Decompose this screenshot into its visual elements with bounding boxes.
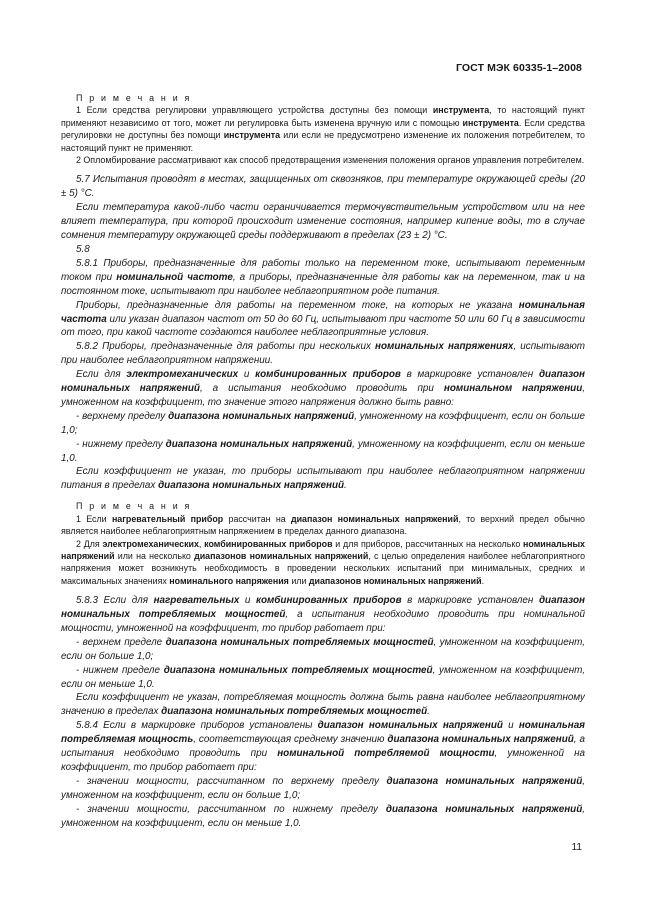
clause-5-7-para: Если температура какой-либо части ограничивается термочувствительным устройством или на нее влияет температура, при которой происходит изменение состояния, например кипение воды, то в случае сомнения температуру окружающей среды поддерживают в пределах (23 ± 2) °С. xyxy=(61,202,585,242)
clause-5-8-1: 5.8.1 Приборы, предназначенные для работы только на переменном токе, испытывают переменным током при номинальной частоте, а приборы, предназначенные для работы как на переменном, так и на постоянном токе, испытывают при наиболее неблагоприятном роде питания. xyxy=(61,257,585,297)
clause-5-8-4: 5.8.4 Если в маркировке приборов установлены диапазон номинальных напряжений и номинальная потребляемая мощность, соответствующая среднему значению диапазона номинальных напряжений, а испытания необходимо проводить при номинальной потребляемой мощности, умноженной на коэффициент, то прибор работает при: xyxy=(61,720,586,773)
clause-5-8-3-coef: Если коэффициент не указан, потребляемая мощность должна быть равна наиболее неблагоприятному значению в пределах диапазона номинальных потребляемых мощностей. xyxy=(61,692,585,718)
note-1: 1 Если нагревательный прибор рассчитан на диапазон номинальных напряжений, то верхний предел обычно является наиболее неблагоприятным напряжением в пределах данного диапазона. xyxy=(61,513,585,537)
list-item: - верхнему пределу диапазона номинальных напряжений, умноженному на коэффициент, если он больше 1,0; xyxy=(61,410,585,436)
list-item: - значении мощности, рассчитанном по нижнему пределу диапазона номинальных напряжений, умноженном на коэффициент, если он меньше 1,0. xyxy=(61,803,585,829)
clause-5-8-2: 5.8.2 Приборы, предназначенные для работы при нескольких номинальных напряжениях, испытывают при наиболее неблагоприятном напряжении. xyxy=(61,341,585,367)
clause-5-8-1-para: Приборы, предназначенные для работы на переменном токе, на которых не указана номинальная частота или указан диапазон частот от 50 до 60 Гц, испытывают при частоте 50 или 60 Гц в зависимости от того, при какой частоте создаются наиболее неблагоприятные условия. xyxy=(61,299,585,339)
clause-5-8-title: 5.8 xyxy=(76,243,90,255)
note-2: 2 Для электромеханических, комбинированных приборов и для приборов, рассчитанных на несколько номинальных напряжений или на несколько диапазонов номинальных напряжений, с целью определения наиболее неблагоприятного напряжения может возникнуть необходимость в проведении нескольких испытаний при минимальных, средних и максимальных значениях номинального напряжения или диапазонов номинальных напряжений. xyxy=(61,538,586,586)
list-item: - значении мощности, рассчитанном по верхнему пределу диапазона номинальных напряжений, умноженном на коэффициент, если он больше 1,0; xyxy=(61,775,585,801)
list-item: - нижнему пределу диапазона номинальных напряжений, умноженному на коэффициент, если он меньше 1,0. xyxy=(61,438,585,464)
clause-5-8-2-para: Если для электромеханических и комбинированных приборов в маркировке установлен диапазон номинальных напряжений, а испытания необходимо проводить при номинальном напряжении, умноженном на коэффициент, то значение этого напряжения должно быть равно: xyxy=(61,369,586,408)
clause-5-8-3: 5.8.3 Если для нагревательных и комбинированных приборов в маркировке установлен диапазон номинальных потребляемых мощностей, а испытания необходимо проводить при номинальной мощности, умноженной на коэффициент, то прибор работает при: xyxy=(61,595,585,634)
notes-label: П р и м е ч а н и я xyxy=(76,93,192,103)
clause-5-7: 5.7 Испытания проводят в местах, защищенных от сквозняков, при температуре окружающей среды (20 ± 5) °С. xyxy=(61,174,585,200)
list-item: - нижнем пределе диапазона номинальных потребляемых мощностей, умноженном на коэффициент, если он меньше 1,0. xyxy=(61,664,585,690)
standard-header: ГОСТ МЭК 60335-1–2008 xyxy=(455,62,582,74)
document-body xyxy=(61,92,585,831)
page-number: 11 xyxy=(571,842,582,853)
note-2: 2 Опломбирование рассматривают как способ предотвращения изменения положения органов управления потребителем. xyxy=(76,155,585,166)
notes-label: П р и м е ч а н и я xyxy=(76,501,192,512)
note-1: 1 Если средства регулировки управляющего устройства доступны без помощи инструмента, то настоящий пункт применяют независимо от того, может ли регулировка быть изменена вручную или с помощью инструмента. Если средства регулировки не доступны без помощи инструмента или если не предусмотрено изменение их положения потребителем, то настоящий пункт не применяют. xyxy=(61,105,585,153)
clause-5-8-2-coef: Если коэффициент не указан, то приборы испытывают при наиболее неблагоприятном напряжении питания в пределах диапазона номинальных напряжений. xyxy=(61,466,585,492)
list-item: - верхнем пределе диапазона номинальных потребляемых мощностей, умноженном на коэффициент, если он больше 1,0; xyxy=(61,636,585,662)
